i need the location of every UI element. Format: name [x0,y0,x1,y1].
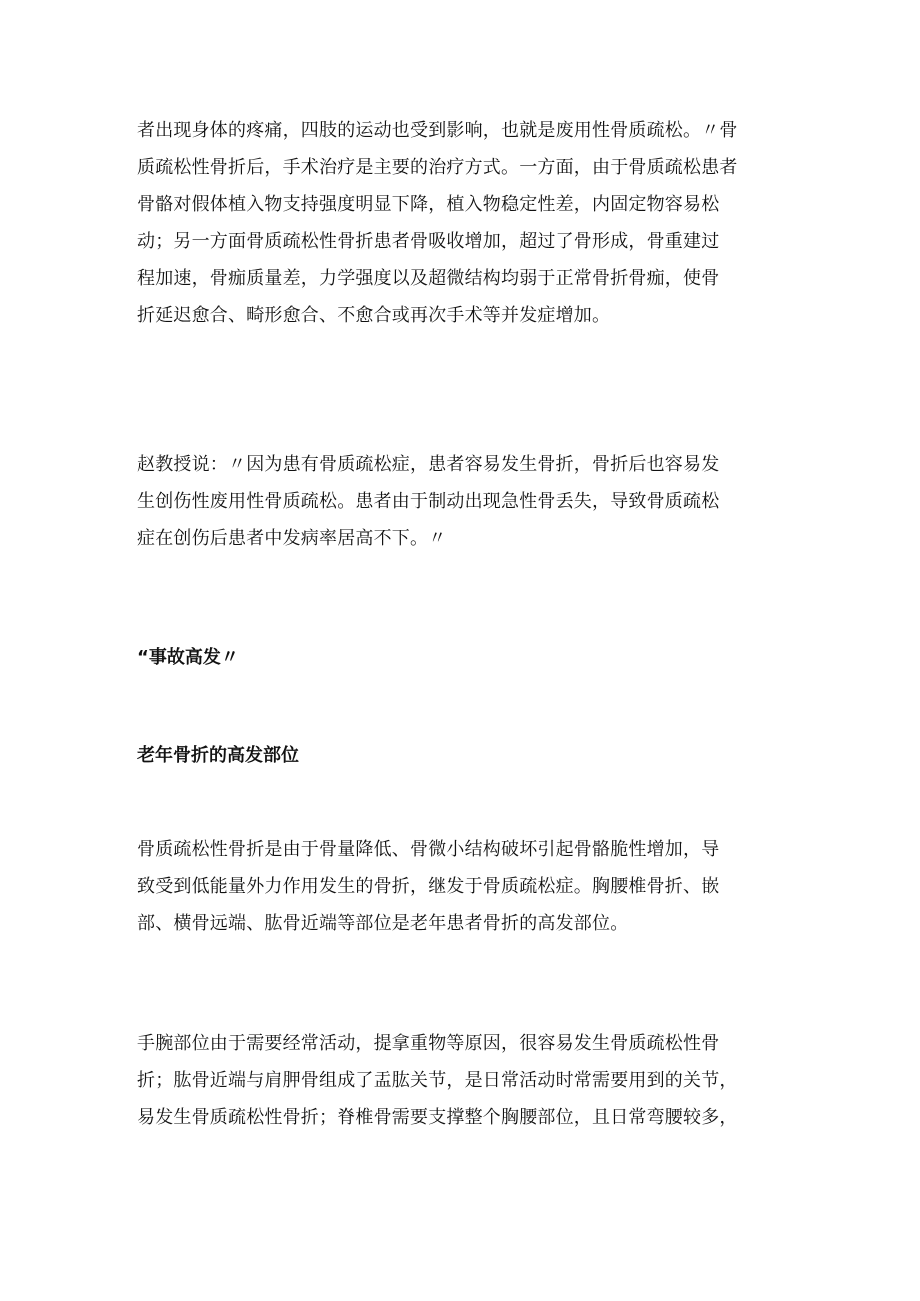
text-line: 折延迟愈合、畸形愈合、不愈合或再次手术等并发症增加。 [137,305,611,326]
text-line: 赵教授说：〃因为患有骨质疏松症，患者容易发生骨折，骨折后也容易发 [137,454,720,475]
body-paragraph [137,1025,797,1136]
text-line: 折；肱骨近端与肩胛骨组成了盂肱关节，是日常活动时常需要用到的关节， [137,1070,738,1091]
text-line: 生创伤性废用性骨质疏松。患者由于制动出现急性骨丢失，导致骨质疏松 [137,491,720,512]
text-line: 者出现身体的疼痛，四肢的运动也受到影响，也就是废用性骨质疏松。〃骨 [137,120,738,141]
text-line: 骨质疏松性骨折是由于骨量降低、骨微小结构破坏引起骨骼脆性增加，导 [137,839,720,860]
section-heading: “事故高发〃 [137,647,239,668]
text-line: 易发生骨质疏松性骨折；脊椎骨需要支撑整个胸腰部位，且日常弯腰较多， [137,1107,738,1128]
body-paragraph [137,112,797,334]
text-line: 程加速，骨痂质量差，力学强度以及超微结构均弱于正常骨折骨痂，使骨 [137,268,720,289]
text-line: 骨骼对假体植入物支持强度明显下降，植入物稳定性差，内固定物容易松 [137,194,720,215]
body-paragraph [137,831,797,942]
text-line: 手腕部位由于需要经常活动，提拿重物等原因，很容易发生骨质疏松性骨 [137,1033,720,1054]
subsection-heading: 老年骨折的高发部位 [137,745,299,766]
text-line: 部、横骨远端、肱骨近端等部位是老年患者骨折的高发部位。 [137,913,629,934]
text-line: 症在创伤后患者中发病率居高不下。〃 [137,528,447,549]
quote-paragraph [137,446,797,557]
text-line: 致受到低能量外力作用发生的骨折，继发于骨质疏松症。胸腰椎骨折、嵌 [137,876,720,897]
text-line: 质疏松性骨折后，手术治疗是主要的治疗方式。一方面，由于骨质疏松患者 [137,157,738,178]
text-line: 动；另一方面骨质疏松性骨折患者骨吸收增加，超过了骨形成，骨重建过 [137,231,720,252]
